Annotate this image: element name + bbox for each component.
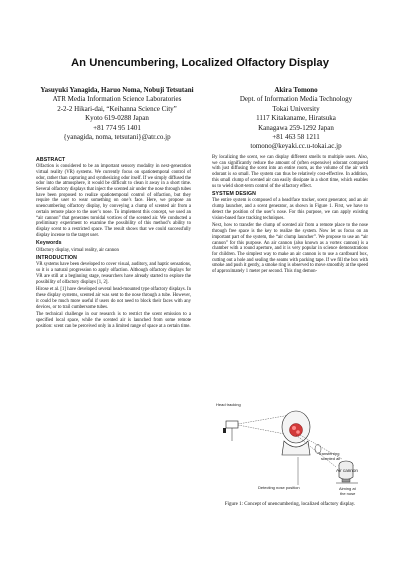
system-design-paragraph: The entire system is composed of a head/face tracker, scent generator, and an air clump launcher, and a scent generator, as shown in Figure 1. First, we have to detect the position of the user’s nose. For this purpose, we can apply existing vision-based face tracking techniques.	[212, 198, 368, 221]
label-air-cannon: Air cannon	[336, 468, 358, 473]
scent-cloud-icon	[290, 424, 303, 437]
label-aiming: Aiming at the nose	[339, 486, 356, 496]
author-email: tomono@keyaki.cc.u-tokai.ac.jp	[250, 142, 342, 151]
figure-1	[212, 397, 368, 499]
author-names: Akira Tomono	[274, 86, 318, 94]
author-block-right	[216, 86, 376, 152]
introduction-paragraph: Hirose et al. [1] have developed several head-mounted type olfactory displays. In these display systems, scented air was sent to the nose through a tube. However, it could be much more useful if users do not need to block their faces with any devices, or to trail cumbersome tubes.	[36, 287, 191, 310]
introduction-paragraph: VR systems have been developed to cover visual, auditory, and haptic sensations, so it is a natural progression to apply olfaction. Although olfactory displays for VR are still at a beginning stage, researchers have already started to explore the possibility of olfactory displays [1, 2].	[36, 262, 191, 285]
keywords-heading: Keywords	[36, 239, 62, 246]
author-phone: +81 463 58 1211	[272, 133, 320, 142]
author-city: Kyoto 619-0288 Japan	[85, 114, 149, 123]
abstract-text: Olfaction is considered to be an important sensory modality in next-generation virtual reality (VR) systems. We currently focus on spatiotemporal control of odor, rather than capturing and synthesizing odor itself. If we simply diffused the odor into the atmosphere, it would be difficult to clean it away in a short time. Several olfactory displays that inject the scented air under the nose through tubes have been proposed to realize spatiotemporal control of olfaction, but they require the user to wear something on one’s face. Here, we propose an unencumbering olfactory display, by conveying a clump of scented air from a certain remote place to the user’s nose. To implement this concept, we used an “air cannon” that generates toroidal vortices of the scented air. We conducted a preliminary experiment to examine the possibility of this method’s ability to display scent to a restricted space. The result shows that we could successfully display incense to the target user.	[36, 164, 191, 238]
system-design-paragraph: Next, how to transfer the clump of scented air from a remote place to the nose through free space is the key to realize the system. Now let us focus on an important part of the system, the “air clump launcher”. We propose to use an “air cannon” for this purpose. An air cannon (also known as a vortex cannon) is a chamber with a round aperture, and it is very popular in science demonstrations for children. The simplest way to make an air cannon is to use a cardboard box, cutting out a hole and sealing the seams with packing tape. If we fill the box with smoke and push it gently, a smoke ring is observed to move smoothly at the speed of approximately 1 meter per second. This ring demon-	[212, 223, 368, 275]
figure-caption: Figure 1: Concept of unencumbering, localized olfactory display.	[224, 502, 356, 507]
body-paragraph: By localizing the scent, we can display different smells to multiple users. Also, we can significantly reduce the amount of (often expensive) odorant compared with just diffusing the scent into an entire room, as the volume of the air with odorant is so small. The system can thus be relatively cost-effective. In addition, this small clump of scented air can easily dissipate in a short time, which enables us to wield short-term control of the olfactory effect.	[212, 155, 368, 189]
author-university: Tokai University	[272, 104, 320, 113]
label-detecting: Detecting nose position	[258, 485, 300, 490]
left-column	[36, 155, 191, 332]
introduction-heading: INTRODUCTION	[36, 254, 77, 261]
abstract-heading: ABSTRACT	[36, 156, 66, 163]
author-address: 1117 Kitakaname, Hiratsuka	[256, 114, 336, 123]
paper-title: An Unencumbering, Localized Olfactory Display	[71, 57, 329, 69]
keywords-text: Olfactory display, virtual reality, air cannon	[36, 247, 119, 253]
system-design-heading: SYSTEM DESIGN	[212, 190, 256, 197]
author-names: Yasuyuki Yanagida, Haruo Noma, Nobuji Tetsutani	[40, 86, 194, 94]
label-head-tracking: Head tracking	[216, 402, 241, 407]
right-column	[212, 155, 368, 277]
author-affiliation: ATR Media Information Science Laboratories	[52, 95, 182, 104]
author-block-left	[38, 86, 196, 142]
tracking-camera-icon	[223, 421, 238, 441]
author-email: {yanagida, noma, tetsutani}@atr.co.jp	[63, 133, 171, 142]
figure-illustration	[212, 397, 368, 499]
author-city: Kanagawa 259-1292 Japan	[258, 123, 334, 132]
introduction-paragraph: The technical challenge in our research is to restrict the scent emission to a specified local space, while the scented air is launched from some remote position: scent can be perceived only in a limited range of space at a certain time.	[36, 312, 191, 329]
author-phone: +81 774 95 1401	[93, 123, 141, 132]
label-transferring: Transferring scented air	[318, 451, 341, 461]
author-address: 2-2-2 Hikari-dai, “Keihanna Science City”	[57, 104, 177, 113]
author-affiliation: Dept. of Information Media Technology	[239, 95, 353, 104]
